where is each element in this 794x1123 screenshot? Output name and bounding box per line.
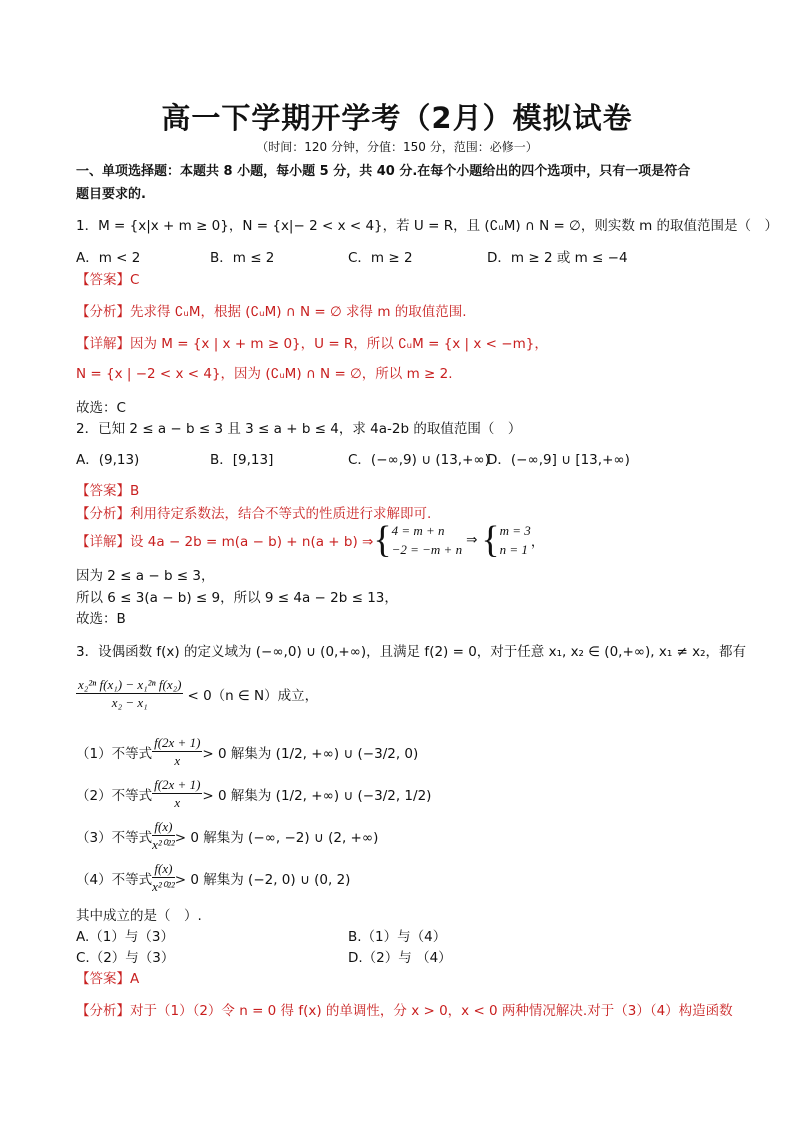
q1-answer-row [76,268,139,288]
q2-option-c: C．(−∞,9) ∪ (13,+∞) [348,452,490,468]
q3-stem: 3．设偶函数 f(x) 的定义域为 (−∞,0) ∪ (0,+∞)，且满足 f(2) = 0，对于任意 x₁, x₂ ∈ (0,+∞), x₁ ≠ x₂，都有 [76,644,747,660]
q3-answer-value: A [130,971,140,987]
q3-analysis-row [76,999,733,1019]
q2-option-d: D．(−∞,9] ∪ [13,+∞) [487,452,630,468]
q2-detail-line3: 所以 6 ≤ 3(a − b) ≤ 9，所以 9 ≤ 4a − 2b ≤ 13， [76,590,398,606]
statement-fraction [152,860,175,895]
q1-detail-row2: N = {x | −2 < x < 4}，因为 (∁ᵤM) ∩ N = ∅，所以 m ≥ 2. [76,366,453,382]
q1-choose-value: C [116,400,126,416]
page-title: 高一下学期开学考（2月）模拟试卷 [161,101,633,135]
fraction-numerator: f(x) [152,860,175,878]
choose-label: 故选： [76,400,117,416]
q2-stem: 2．已知 2 ≤ a − b ≤ 3 且 3 ≤ a + b ≤ 4，求 4a-2b 的取值范围（ ） [76,421,522,437]
statement-suffix: > 0 解集为 (1/2, +∞) ∪ (−3/2, 0) [202,745,419,762]
q2-system-2-row2: n = 1 [499,542,528,557]
statement-suffix: > 0 解集为 (−∞, −2) ∪ (2, +∞) [174,829,379,846]
page-subtitle: （时间：120 分钟，分值：150 分，范围：必修一） [256,140,538,154]
q2-choose-row [76,607,126,627]
statement-fraction [152,734,202,769]
detail-label: 【详解】 [76,534,130,550]
q2-option-a: A．(9,13) [76,452,140,468]
q1-analysis-text: 先求得 ∁ᵤM，根据 (∁ᵤM) ∩ N = ∅ 求得 m 的取值范围. [130,304,467,320]
q2-choose-value: B [116,611,126,627]
detail-label: 【详解】 [76,336,130,352]
q1-option-d: D．m ≥ 2 或 m ≤ −4 [487,250,628,266]
q2-system-2 [500,521,531,559]
fraction-denominator: x²⁰²² [152,879,175,894]
fraction-numerator: x₂²ⁿ f(x₁) − x₁²ⁿ f(x₂) [78,677,182,692]
statement-prefix: （1）不等式 [76,745,153,762]
q1-detail-text1: 因为 M = {x | x + m ≥ 0}，U = R，所以 ∁ᵤM = {x | x < −m}， [130,336,548,352]
answer-label: 【答案】 [76,483,130,499]
statement-prefix: （3）不等式 [76,829,153,846]
q2-answer-row [76,479,139,499]
q3-condition-fraction [76,676,183,711]
statement-prefix: （2）不等式 [76,787,153,804]
q3-question: 其中成立的是（ ）. [76,908,202,924]
q2-detail-lead: 设 4a − 2b = m(a − b) + n(a + b) ⇒ [130,534,374,550]
left-brace-symbol: { [481,519,500,561]
q2-detail-line2: 因为 2 ≤ a − b ≤ 3， [76,568,215,584]
q1-stem: 1．M = {x|x + m ≥ 0}，N = {x|− 2 < x < 4}，若 U = R，且 (∁ᵤM) ∩ N = ∅，则实数 m 的取值范围是（ ） [76,218,779,234]
fraction-numerator: f(x) [152,818,175,836]
q3-statement-3 [76,818,378,853]
q2-system-2-row1: m = 3 [499,523,531,538]
q1-option-a: A．m < 2 [76,250,141,266]
analysis-label: 【分析】 [76,506,130,522]
q2-system-1-row1: 4 = m + n [391,523,445,538]
q2-system-1-row2: −2 = −m + n [391,542,463,557]
q3-option-b: B.（1）与（4） [348,929,447,945]
analysis-label: 【分析】 [76,304,130,320]
fraction-numerator: f(2x + 1) [154,777,201,792]
q3-condition [76,676,318,711]
answer-label: 【答案】 [76,971,130,987]
q3-statement-4 [76,860,350,895]
fraction-numerator: f(2x + 1) [154,735,201,750]
q1-answer-value: C [130,272,140,288]
q3-condition-tail: < 0（n ∈ N）成立， [187,687,319,704]
q2-system-1 [392,521,462,559]
statement-suffix: > 0 解集为 (−2, 0) ∪ (0, 2) [174,871,351,888]
section-heading-line1: 一、单项选择题：本题共 8 小题，每小题 5 分，共 40 分.在每个小题给出的四个选项中，只有一项是符合 [76,164,691,179]
q1-detail-row1 [76,332,548,352]
statement-prefix: （4）不等式 [76,871,153,888]
q2-detail-row [76,518,544,562]
q3-statement-2 [76,776,431,811]
fraction-denominator: x [174,795,181,810]
q3-analysis-text: 对于（1）（2）令 n = 0 得 f(x) 的单调性，分 x > 0，x < 0 两种情况解决.对于（3）（4）构造函数 [130,1003,733,1019]
q3-option-a: A.（1）与（3） [76,929,174,945]
q3-option-d: D.（2）与 （4） [348,950,452,966]
statement-suffix: > 0 解集为 (1/2, +∞) ∪ (−3/2, 1/2) [202,787,432,804]
q1-option-b: B．m ≤ 2 [210,250,275,266]
statement-fraction [152,776,202,811]
statement-fraction [152,818,175,853]
answer-label: 【答案】 [76,272,130,288]
implies-arrow: ⇒ [466,532,478,548]
choose-label: 故选： [76,611,117,627]
q2-detail-tail: ， [530,534,545,550]
q2-analysis-text: 利用待定系数法，结合不等式的性质进行求解即可. [130,506,432,522]
analysis-label: 【分析】 [76,1003,130,1019]
q1-analysis-row [76,300,467,320]
left-brace-symbol: { [373,519,392,561]
q1-option-c: C．m ≥ 2 [348,250,413,266]
section-heading-line2: 题目要求的. [76,187,146,202]
q3-answer-row [76,967,139,987]
q3-statement-1 [76,734,418,769]
q3-option-c: C.（2）与（3） [76,950,175,966]
fraction-denominator: x₂ − x₁ [111,695,148,710]
fraction-denominator: x²⁰²² [152,837,175,852]
q1-choose-row [76,396,126,416]
q2-option-b: B．[9,13] [210,452,274,468]
q2-answer-value: B [130,483,140,499]
fraction-denominator: x [174,753,181,768]
